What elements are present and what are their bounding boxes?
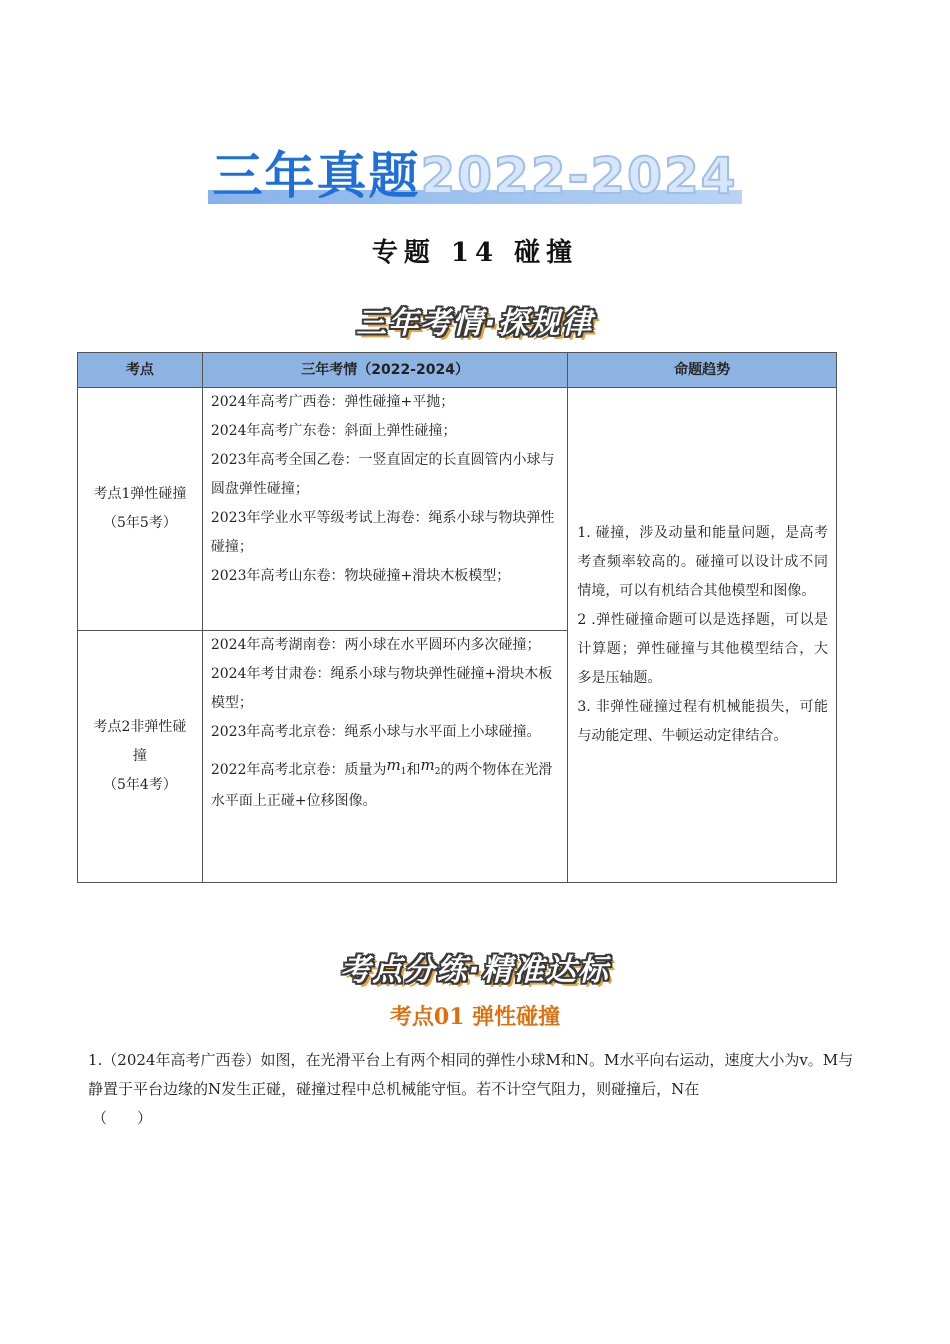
section-ribbon-trends: 三年考情·探规律 — [356, 306, 594, 341]
topic-name: 考点1弹性碰撞 — [93, 486, 187, 502]
topic-cell — [78, 388, 203, 631]
banner-text — [208, 148, 741, 204]
history-item-formula — [211, 751, 559, 816]
exam-trend-table — [77, 352, 837, 883]
banner-part2: 2022-2024 — [420, 147, 738, 205]
section-ribbon-practice: 考点分练·精准达标 — [340, 953, 610, 988]
formula-suffix: 的两个物体在光滑水平面上正碰+位移图像。 — [210, 762, 553, 809]
history-cell — [202, 388, 567, 631]
banner-part1: 三年真题 — [212, 147, 421, 205]
topic-count: （5年4考） — [103, 777, 177, 793]
history-item: 2023年高考北京卷：绳系小球与水平面上小球碰撞。 — [210, 724, 541, 740]
question-1 — [88, 1046, 868, 1133]
header-history: 三年考情（2022-2024） — [202, 353, 567, 388]
section-title: 考点01 弹性碰撞 — [389, 1004, 561, 1030]
trend-cell — [568, 388, 837, 883]
topic-name: 考点2非弹性碰撞 — [93, 719, 187, 764]
mass-subscript: 2 — [434, 767, 441, 777]
trend-point: 2 .弹性碰撞命题可以是选择题，可以是计算题；弹性碰撞与其他模型结合，大多是压轴题。 — [577, 612, 828, 686]
mass-m1 — [386, 756, 407, 777]
mass-m2 — [420, 756, 441, 777]
history-item: 2023年学业水平等级考试上海卷：绳系小球与物块弹性碰撞； — [210, 510, 555, 555]
table-header-row — [78, 353, 837, 388]
title-banner — [0, 148, 950, 204]
answer-blank: （ ） — [92, 1109, 153, 1127]
topic-cell — [78, 631, 203, 883]
formula-prefix: 2022年高考北京卷：质量为 — [210, 762, 387, 778]
question-text: 1.（2024年高考广西卷）如图，在光滑平台上有两个相同的弹性小球M和N。M水平向右运动，速度大小为v。M与静置于平台边缘的N发生正碰，碰撞过程中总机械能守恒。若不计空气阻力，则碰撞后，N在 — [88, 1051, 854, 1098]
header-trend: 命题趋势 — [568, 353, 837, 388]
formula-and: 和 — [406, 762, 421, 778]
history-item: 2024年考甘肃卷：绳系小球与物块弹性碰撞+滑块木板模型； — [210, 666, 553, 711]
history-item: 2023年高考全国乙卷：一竖直固定的长直圆管内小球与圆盘弹性碰撞； — [210, 452, 555, 497]
mass-symbol: m — [386, 756, 401, 774]
history-cell — [202, 631, 567, 883]
history-item: 2023年高考山东卷：物块碰撞+滑块木板模型； — [210, 568, 511, 584]
history-item: 2024年高考湖南卷：两小球在水平圆环内多次碰撞； — [210, 637, 541, 653]
topic-count: （5年5考） — [103, 515, 177, 531]
trend-point: 3. 非弹性碰撞过程有机械能损失，可能与动能定理、牛顿运动定律结合。 — [577, 699, 828, 744]
history-item: 2024年高考广东卷：斜面上弹性碰撞； — [210, 423, 457, 439]
table-row — [78, 388, 837, 631]
mass-symbol: m — [420, 756, 435, 774]
trend-point: 1. 碰撞，涉及动量和能量问题，是高考考查频率较高的。碰撞可以设计成不同情境，可以有机结合其他模型和图像。 — [577, 525, 828, 599]
page-title: 专题 14 碰撞 — [371, 238, 579, 268]
header-topic: 考点 — [78, 353, 203, 388]
history-item: 2024年高考广西卷：弹性碰撞+平抛； — [210, 394, 455, 410]
mass-subscript: 1 — [400, 767, 407, 777]
